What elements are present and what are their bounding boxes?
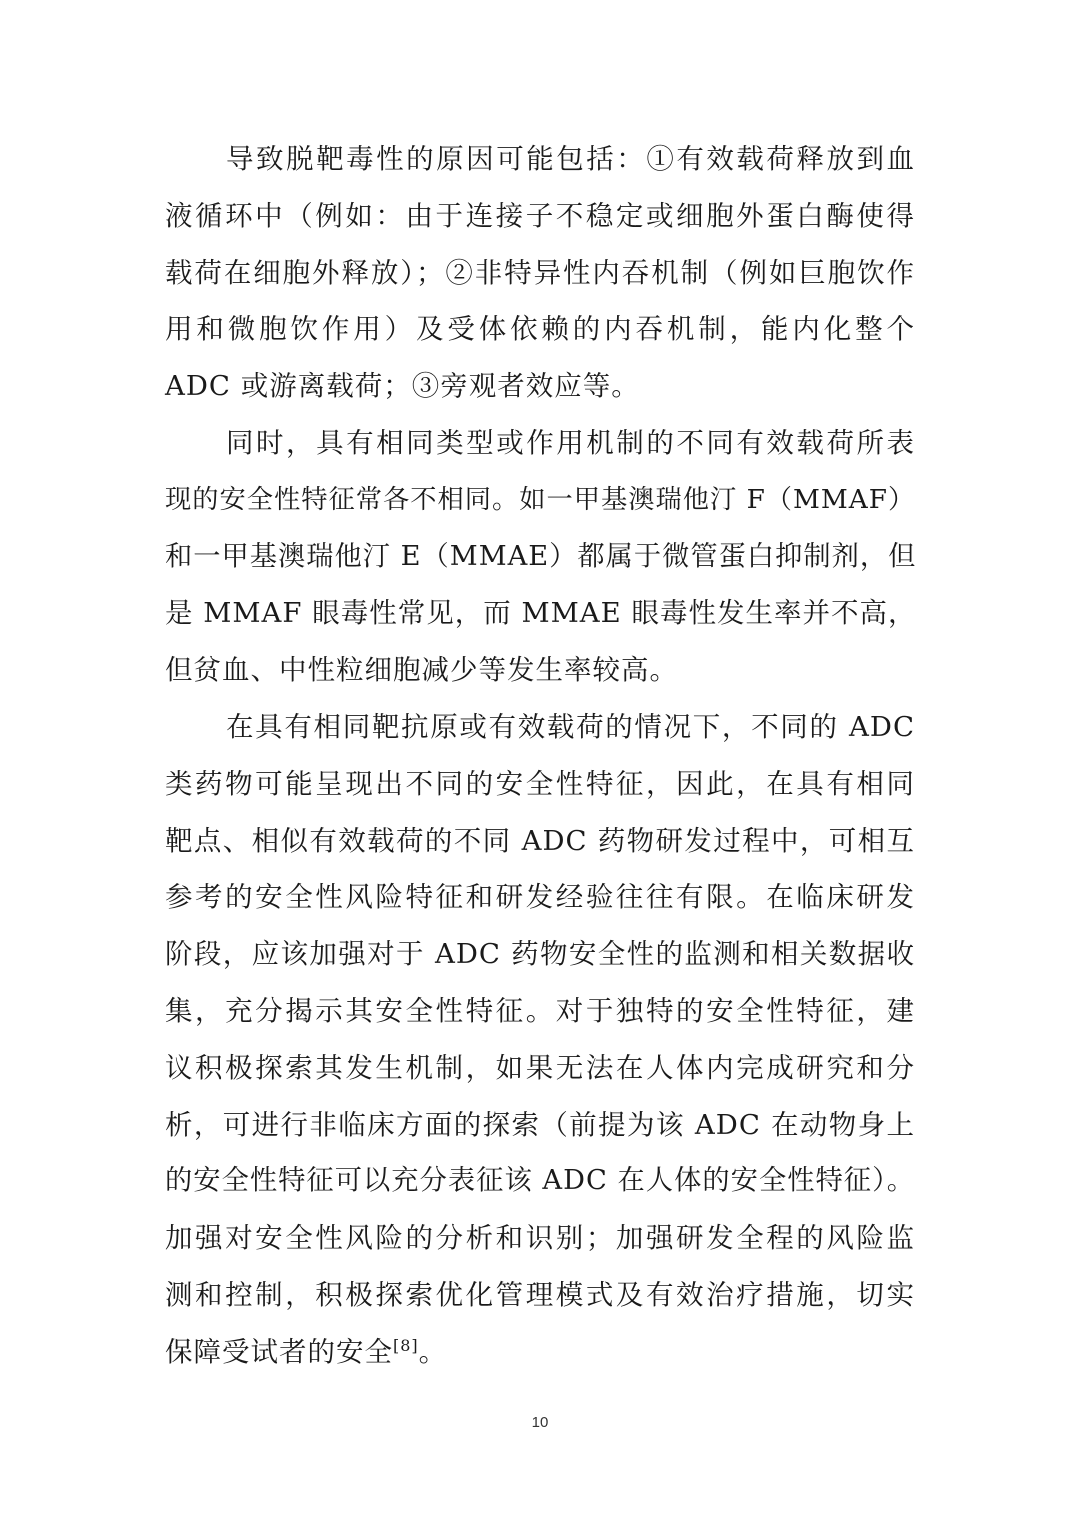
paragraph-3-line-6: 集，充分揭示其安全性特征。对于独特的安全性特征，建 [165, 994, 915, 1027]
paragraph-1-line-5: ADC 或游离载荷；③旁观者效应等。 [165, 370, 640, 403]
paragraph-3-ending: 。 [418, 1335, 448, 1368]
paragraph-1-line-2: 液循环中（例如：由于连接子不稳定或细胞外蛋白酶使得 [165, 199, 915, 232]
body-text [165, 131, 915, 1381]
paragraph-3-line-10: 加强对安全性风险的分析和识别；加强研发全程的风险监 [165, 1222, 915, 1255]
paragraph-2-line-3: 和一甲基澳瑞他汀 E（MMAE）都属于微管蛋白抑制剂，但 [165, 540, 917, 572]
citation-reference: [8] [393, 1335, 419, 1355]
paragraph-1-line-3: 载荷在细胞外释放）；②非特异性内吞机制（例如巨胞饮作 [165, 256, 915, 289]
paragraph-3-line-5: 阶段，应该加强对于 ADC 药物安全性的监测和相关数据收 [165, 938, 915, 971]
paragraph-1-line-1: 导致脱靶毒性的原因可能包括：①有效载荷释放到血 [226, 143, 915, 175]
paragraph-3-line-3: 靶点、相似有效载荷的不同 ADC 药物研发过程中，可相互 [165, 824, 915, 857]
paragraph-2-line-1: 同时，具有相同类型或作用机制的不同有效载荷所表 [226, 426, 915, 459]
paragraph-2-line-5: 但贫血、中性粒细胞减少等发生率较高。 [165, 654, 678, 687]
paragraph-3-line-2: 类药物可能呈现出不同的安全性特征，因此，在具有相同 [165, 767, 915, 800]
paragraph-3-line-4: 参考的安全性风险特征和研发经验往往有限。在临床研发 [165, 881, 915, 914]
paragraph-3-line-12-text: 保障受试者的安全 [165, 1335, 393, 1368]
page-number: 10 [531, 1414, 549, 1431]
paragraph-2-line-4: 是 MMAF 眼毒性常见，而 MMAE 眼毒性发生率并不高， [165, 597, 917, 630]
paragraph-3-line-12 [165, 1324, 915, 1381]
paragraph-2-line-2: 现的安全性特征常各不相同。如一甲基澳瑞他汀 F（MMAF） [165, 484, 916, 515]
paragraph-3-line-7: 议积极探索其发生机制，如果无法在人体内完成研究和分 [165, 1051, 915, 1084]
paragraph-3-line-11: 测和控制，积极探索优化管理模式及有效治疗措施，切实 [165, 1278, 915, 1311]
paragraph-1-line-4: 用和微胞饮作用）及受体依赖的内吞机制，能内化整个 [165, 313, 915, 346]
paragraph-3-line-8: 析，可进行非临床方面的探索（前提为该 ADC 在动物身上 [165, 1108, 915, 1141]
paragraph-3-line-9: 的安全性特征可以充分表征该 ADC 在人体的安全性特征）。 [165, 1165, 915, 1197]
paragraph-3-line-1: 在具有相同靶抗原或有效载荷的情况下，不同的 ADC [226, 710, 915, 743]
